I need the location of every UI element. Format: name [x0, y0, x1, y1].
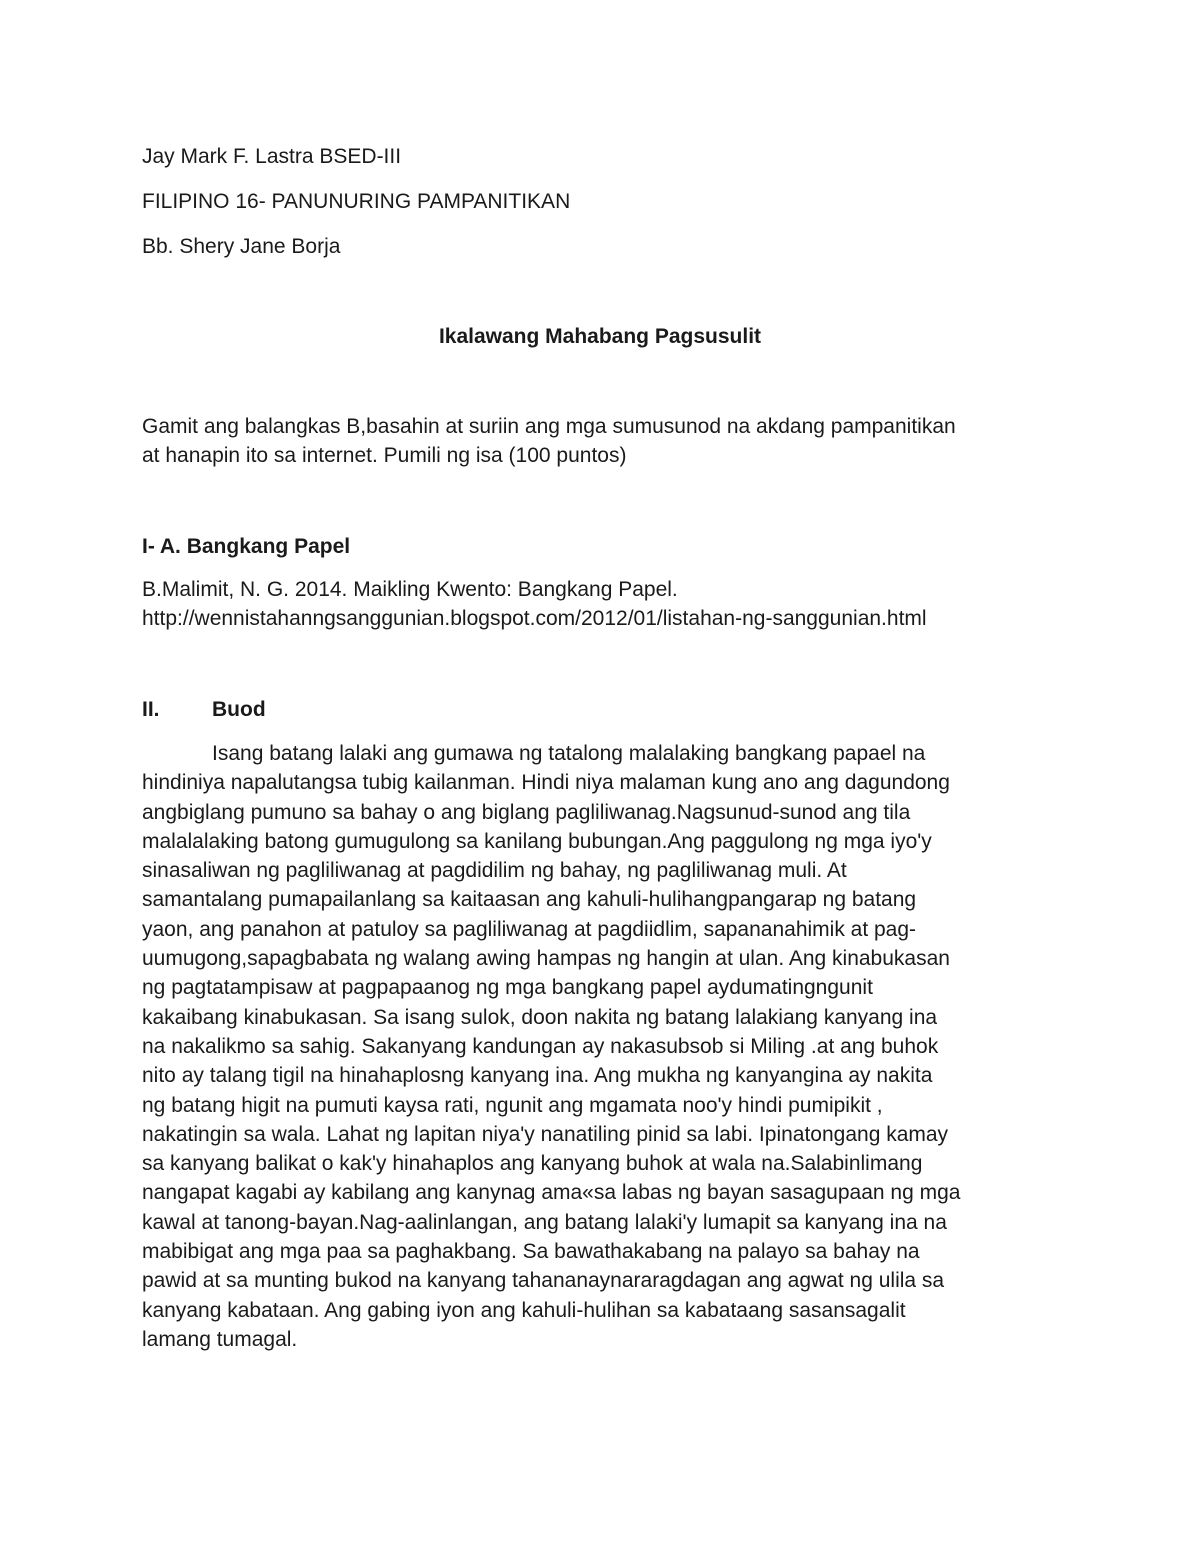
student-name-line: Jay Mark F. Lastra BSED-III [142, 145, 402, 168]
summary-line: kakaibang kinabukasan. Sa isang sulok, doon nakita ng batang lalakiang kanyang ina [142, 1005, 938, 1029]
summary-line: pawid at sa munting bukod na kanyang tahananaynararagdagan ang agwat ng ulila sa [142, 1269, 945, 1293]
summary-line: kanyang kabataan. Ang gabing iyon ang kahuli-hulihan sa kabataang sasansagalit [142, 1298, 906, 1322]
section-2-title: Buod [212, 698, 266, 721]
summary-line: na nakalikmo sa sahig. Sakanyang kandungan ay nakasubsob si Miling .at ang buhok [142, 1034, 939, 1058]
summary-line: ng pagtatampisaw at pagpapaanog ng mga bangkang papel aydumatingngunit [142, 976, 873, 1000]
summary-paragraph [142, 739, 1072, 1354]
summary-line: lamang tumagal. [142, 1327, 298, 1351]
summary-line: sinasaliwan ng pagliliwanag at pagdidilim ng bahay, ng pagliliwanag muli. At [142, 859, 847, 883]
section-2-heading [142, 695, 266, 724]
instructions-line: Gamit ang balangkas B,basahin at suriin ang mga sumusunod na akdang pampanitikan [142, 415, 956, 438]
summary-line: Isang batang lalaki ang gumawa ng tatalong malalaking bangkang papael na [212, 742, 926, 765]
instructions-line: at hanapin ito sa internet. Pumili ng isa (100 puntos) [142, 444, 627, 468]
reference-url: http://wennistahanngsanggunian.blogspot.com/2012/01/listahan-ng-sanggunian.html [142, 607, 927, 631]
reference-citation: B.Malimit, N. G. 2014. Maikling Kwento: Bangkang Papel. [142, 578, 678, 601]
summary-line: angbiglang pumuno sa bahay o ang biglang pagliliwanag.Nagsunud-sunod ang tila [142, 800, 911, 824]
summary-line: uumugong,sapagbabata ng walang awing hampas ng hangin at ulan. Ang kinabukasan [142, 947, 950, 971]
instructions [142, 412, 1072, 471]
summary-line: nangapat kagabi ay kabilang ang kanynag ama«sa labas ng bayan sasagupaan ng mga [142, 1181, 961, 1205]
summary-line: sa kanyang balikat o kak'y hinahaplos ang kanyang buhok at wala na.Salabinlimang [142, 1152, 923, 1176]
summary-line: nakatingin sa wala. Lahat ng lapitan niya'y nanatiling pinid sa labi. Ipinatongang kamay [142, 1122, 949, 1146]
teacher-line: Bb. Shery Jane Borja [142, 235, 341, 258]
document-title: Ikalawang Mahabang Pagsusulit [438, 325, 762, 348]
section-2-number: II. [142, 698, 160, 721]
course-line: FILIPINO 16- PANUNURING PAMPANITIKAN [142, 190, 571, 213]
summary-line: nito ay talang tigil na hinahaplosng kanyang ina. Ang mukha ng kanyangina ay nakita [142, 1064, 933, 1088]
summary-line: kawal at tanong-bayan.Nag-aalinlangan, ang batang lalaki'y lumapit sa kanyang ina na [142, 1210, 947, 1234]
summary-line: hindiniya napalutangsa tubig kailanman. Hindi niya malaman kung ano ang dagundong [142, 771, 950, 795]
summary-line: yaon, ang panahon at patuloy sa pagliliwanag at pagdiidlim, sapananahimik at pag- [142, 917, 917, 941]
summary-line: ng batang higit na pumuti kaysa rati, ngunit ang mgamata noo'y hindi pumipikit , [142, 1093, 883, 1117]
summary-line: mabibigat ang mga paa sa paghakbang. Sa bawathakabang na palayo sa bahay na [142, 1240, 920, 1264]
section-1-heading: I- A. Bangkang Papel [142, 535, 351, 558]
section-1-reference [142, 575, 1072, 634]
summary-line: samantalang pumapailanlang sa kaitaasan ang kahuli-hulihangpangarap ng batang [142, 888, 917, 912]
summary-line: malalalaking batong gumugulong sa kanilang bubungan.Ang paggulong ng mga iyo'y [142, 829, 932, 853]
